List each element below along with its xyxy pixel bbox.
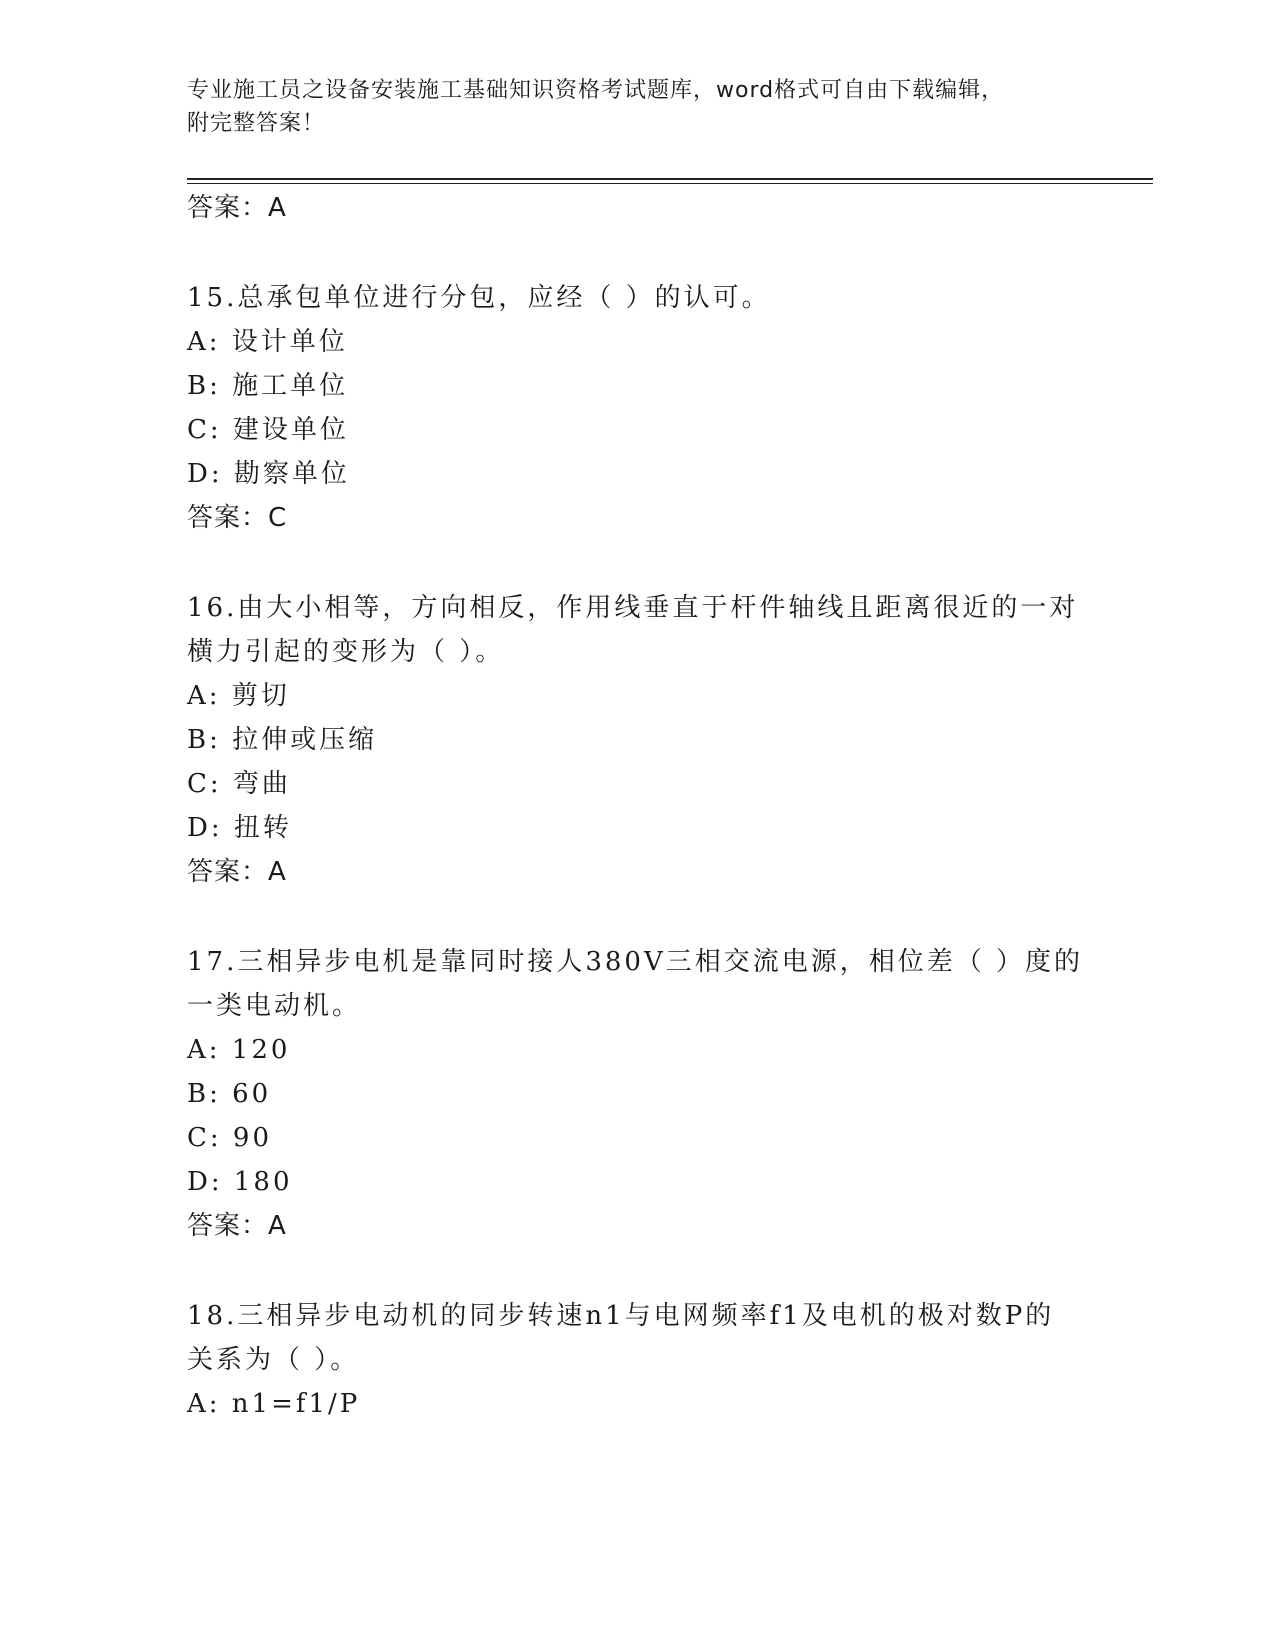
question-18-stem-line-1: 18.三相异步电动机的同步转速n1与电网频率f1及电机的极对数P的: [187, 1301, 1055, 1331]
question-18-option-a: A: n1=f1/P: [187, 1389, 361, 1419]
question-17-stem-line-2: 一类电动机。: [187, 991, 362, 1021]
question-16-option-b: B: 拉伸或压缩: [187, 725, 378, 755]
question-16-stem-line-2: 横力引起的变形为（ ）。: [187, 637, 505, 667]
question-15-option-d: D: 勘察单位: [187, 459, 350, 489]
question-15-option-c: C: 建设单位: [187, 415, 349, 445]
question-15-option-b: B: 施工单位: [187, 371, 349, 401]
previous-answer: 答案：A: [187, 193, 287, 223]
header-divider-thick: [187, 178, 1153, 180]
question-16-option-a: A: 剪切: [187, 681, 290, 711]
question-16-option-d: D: 扭转: [187, 813, 292, 843]
question-15-stem: 15.总承包单位进行分包，应经（ ）的认可。: [187, 283, 771, 313]
question-16-stem-line-1: 16.由大小相等，方向相反，作用线垂直于杆件轴线且距离很近的一对: [187, 593, 1079, 623]
document-header: [187, 74, 1087, 140]
header-line-1: 专业施工员之设备安装施工基础知识资格考试题库，word格式可自由下载编辑，: [187, 78, 1005, 103]
question-15-answer: 答案：C: [187, 503, 288, 533]
question-17-option-b: B: 60: [187, 1079, 272, 1109]
question-17-answer: 答案：A: [187, 1211, 287, 1241]
header-divider-thin: [187, 183, 1153, 184]
question-17-stem-line-1: 17.三相异步电机是靠同时接人380V三相交流电源，相位差（ ）度的: [187, 947, 1084, 977]
question-18-stem-line-2: 关系为（ ）。: [187, 1345, 360, 1375]
question-15-option-a: A: 设计单位: [187, 327, 348, 357]
question-17-option-c: C: 90: [187, 1123, 273, 1153]
question-16-answer: 答案：A: [187, 857, 287, 887]
question-16-option-c: C: 弯曲: [187, 769, 291, 799]
question-17-option-a: A: 120: [187, 1035, 291, 1065]
question-17-option-d: D: 180: [187, 1167, 293, 1197]
header-line-2: 附完整答案！: [187, 111, 326, 136]
